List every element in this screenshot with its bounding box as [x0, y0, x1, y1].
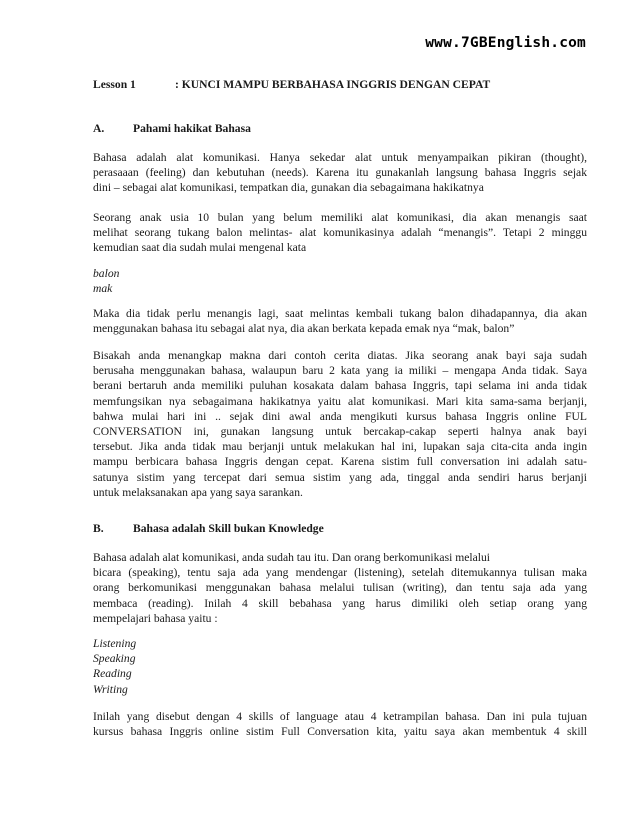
section-b-paragraph-2: [93, 709, 587, 739]
paragraph-line: Bisakah anda menangkap makna dari contoh cerita diatas. Jika seorang anak bayi saja sudah: [93, 349, 587, 362]
skill-item: Reading: [93, 667, 132, 681]
site-url-header[interactable]: www.7GBEnglish.com: [425, 35, 586, 51]
paragraph-line: CONVERSATION ini, gunakan langsung untuk bercakap-cakap seperti halnya anak bayi: [93, 425, 587, 439]
section-b-paragraph-1: [93, 550, 587, 626]
section-a-paragraph-4: [93, 348, 587, 500]
paragraph-line: mempelajari bahasa yaitu :: [93, 611, 218, 625]
skill-item: Listening: [93, 637, 137, 650]
example-word: mak: [93, 282, 113, 296]
paragraph-line: Inilah yang disebut dengan 4 skills of language atau 4 ketrampilan bahasa. Dan ini pula tujuan: [93, 710, 587, 723]
lesson-heading: [93, 77, 490, 92]
paragraph-line: Maka dia tidak perlu menangis lagi, saat melintas kembali tukang balon dihadapannya, dia akan: [93, 307, 587, 320]
paragraph-line: kursus bahasa Inggris online sistim Full Conversation kita, yaitu saya akan membentuk 4 skill: [93, 725, 587, 739]
paragraph-line: dini – sebagai alat komunikasi, tempatkan dia, gunakan dia sebagaimana hakikatnya: [93, 181, 484, 195]
paragraph-line: membaca (reading). Inilah 4 skill bebahasa yang harus dimiliki oleh setiap orang yang: [93, 596, 587, 610]
lesson-title: : KUNCI MAMPU BERBAHASA INGGRIS DENGAN CEPAT: [175, 78, 491, 91]
paragraph-line: Bahasa adalah alat komunikasi, anda sudah tau itu. Dan orang berkomunikasi melalui: [93, 551, 490, 564]
example-words: [93, 266, 587, 296]
paragraph-line: orang berkomunikasi menggunakan bahasa melalui tulisan (writing), dan tentu saja ada yang: [93, 581, 587, 595]
section-b-heading: [93, 521, 587, 536]
skill-item: Writing: [93, 682, 128, 696]
skills-list: [93, 636, 587, 697]
paragraph-line: berusaha menggunakan bahasa, walaupun baru 2 kata yang ia miliki – mengapa Anda tidak. Saya: [93, 364, 587, 378]
example-word: balon: [93, 267, 120, 280]
paragraph-line: perasaaan (feeling) dan kebutuhan (needs). Karena itu gunakanlah langsung bahasa Inggris sejak: [93, 166, 587, 180]
section-a-paragraph-2: [93, 210, 587, 256]
section-a-title: Pahami hakikat Bahasa: [133, 122, 251, 135]
paragraph-line: mampu berbicara bahasa Inggris dengan cepat. Karena sistim full conversation ini adalah satu-: [93, 455, 587, 469]
paragraph-line: melihat seorang tukang balon melintas- alat komunikasinya adalah “menangis”. Tetapi 2 minggu: [93, 226, 587, 240]
section-a-paragraph-1: [93, 150, 587, 196]
skill-item: Speaking: [93, 652, 136, 666]
paragraph-line: untuk melaksanakan apa yang saya sarankan.: [93, 485, 303, 499]
paragraph-line: Seorang anak usia 10 bulan yang belum memiliki alat komunikasi, dia akan menangis saat: [93, 211, 587, 224]
paragraph-line: kemudian saat dia sudah mulai mengenal kata: [93, 241, 307, 255]
paragraph-line: satunya sistim yang tercepat dari semua sistim yang ada, tinggal anda sendiri harus berjanji: [93, 470, 587, 484]
lesson-number: Lesson 1: [93, 78, 136, 91]
section-a-paragraph-3: [93, 306, 587, 336]
paragraph-line: bicara (speaking), tentu saja ada yang mendengar (listening), setelah ditemukannya tulisan maka: [93, 566, 587, 580]
paragraph-line: Bahasa adalah alat komunikasi. Hanya sekedar alat untuk menyampaikan pikiran (thought),: [93, 151, 587, 164]
paragraph-line: tersebut. Jika anda tidak mau berjanji untuk melakukan hal ini, lupakan saja cita-cita anda ingin: [93, 440, 587, 454]
paragraph-line: memfungsikan nya sebagaimana hakikatnya yaitu alat komunikasi. Mari kita sama-sama berjanji,: [93, 394, 587, 408]
paragraph-line: berani bertaruh anda memiliki puluhan kosakata dalam bahasa Inggris, tapi selama ini anda tidak: [93, 379, 587, 393]
section-a-heading: [93, 121, 587, 136]
paragraph-line: menggunakan bahasa itu sebagai alat nya, dia akan berkata kepada emak nya “mak, balon”: [93, 322, 515, 336]
section-b-title: Bahasa adalah Skill bukan Knowledge: [133, 522, 324, 535]
paragraph-line: bahwa mulai hari ini .. sejak dini awal anda mengikuti kursus bahasa Inggris online FUL: [93, 409, 587, 423]
section-b-letter: B.: [93, 522, 104, 535]
section-a-letter: A.: [93, 122, 105, 135]
